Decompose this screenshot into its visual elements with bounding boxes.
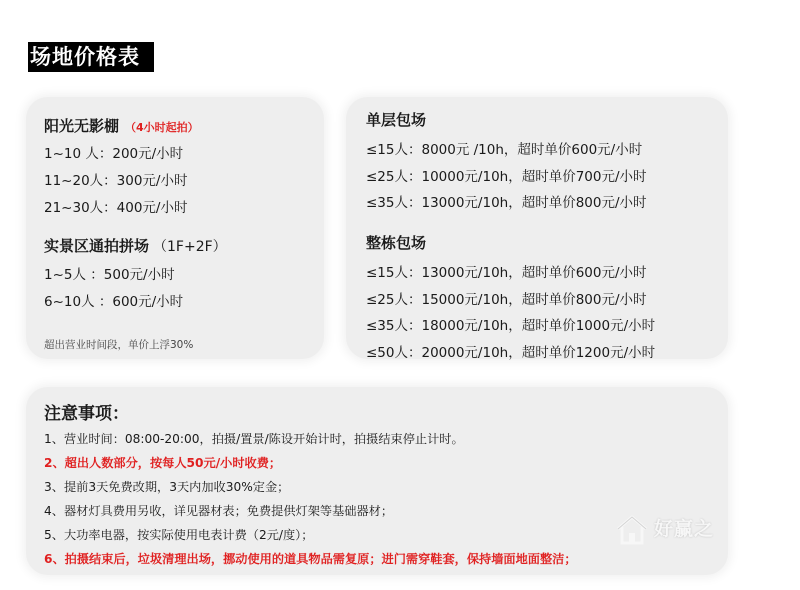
single-floor-row: ≤35人：13000元/10h，超时单价800元/小时 (366, 195, 647, 211)
live-area-price-row: 1~5人 ：500元/小时 (44, 267, 175, 283)
notes-heading: 注意事项： (44, 404, 129, 424)
note-item: 1、营业时间：08:00-20:00，拍摄/置景/陈设开始计时，拍摄结束停止计时。 (44, 432, 464, 446)
live-area-price-row: 6~10人 ：600元/小时 (44, 294, 184, 310)
sunlight-price-row: 21~30人：400元/小时 (44, 200, 188, 216)
studio-price-card (26, 97, 324, 359)
whole-building-heading: 整栋包场 (366, 234, 427, 252)
watermark (614, 512, 744, 552)
overtime-footnote: 超出营业时间段，单价上浮30% (44, 339, 194, 351)
single-floor-row: ≤25人：10000元/10h，超时单价700元/小时 (366, 169, 647, 185)
single-floor-heading: 单层包场 (366, 111, 427, 129)
watermark-text: 好赢之 (654, 518, 715, 540)
single-floor-row: ≤15人：8000元 /10h，超时单价600元/小时 (366, 142, 643, 158)
live-area-heading (44, 235, 227, 256)
sunlight-price-row: 11~20人：300元/小时 (44, 173, 188, 189)
house-logo-icon (614, 512, 650, 548)
whole-building-row: ≤35人：18000元/10h，超时单价1000元/小时 (366, 318, 656, 334)
whole-building-row: ≤25人：15000元/10h，超时单价800元/小时 (366, 292, 647, 308)
whole-building-row: ≤50人：20000元/10h，超时单价1200元/小时 (366, 345, 656, 361)
note-item: 4、器材灯具费用另收，详见器材表；免费提供灯架等基础器材； (44, 504, 394, 518)
live-area-floors: （1F+2F） (153, 239, 227, 255)
note-item: 6、拍摄结束后，垃圾清理出场，挪动使用的道具物品需复原；进门需穿鞋套，保持墙面地面整洁； (44, 552, 577, 566)
note-item: 3、提前3天免费改期，3天内加收30%定金； (44, 480, 290, 494)
live-area-title: 实景区通拍拼场 (44, 237, 150, 255)
note-item: 2、超出人数部分，按每人50元/小时收费； (44, 456, 282, 470)
whole-building-row: ≤15人：13000元/10h，超时单价600元/小时 (366, 265, 647, 281)
sunlight-studio-heading (44, 115, 199, 136)
note-item: 5、大功率电器，按实际使用电表计费（2元/度）； (44, 528, 314, 542)
page-title: 场地价格表 (28, 42, 154, 72)
min-hours-note: （4小时起拍） (125, 121, 199, 134)
sunlight-studio-title: 阳光无影棚 (44, 117, 120, 135)
sunlight-price-row: 1~10 人：200元/小时 (44, 146, 184, 162)
